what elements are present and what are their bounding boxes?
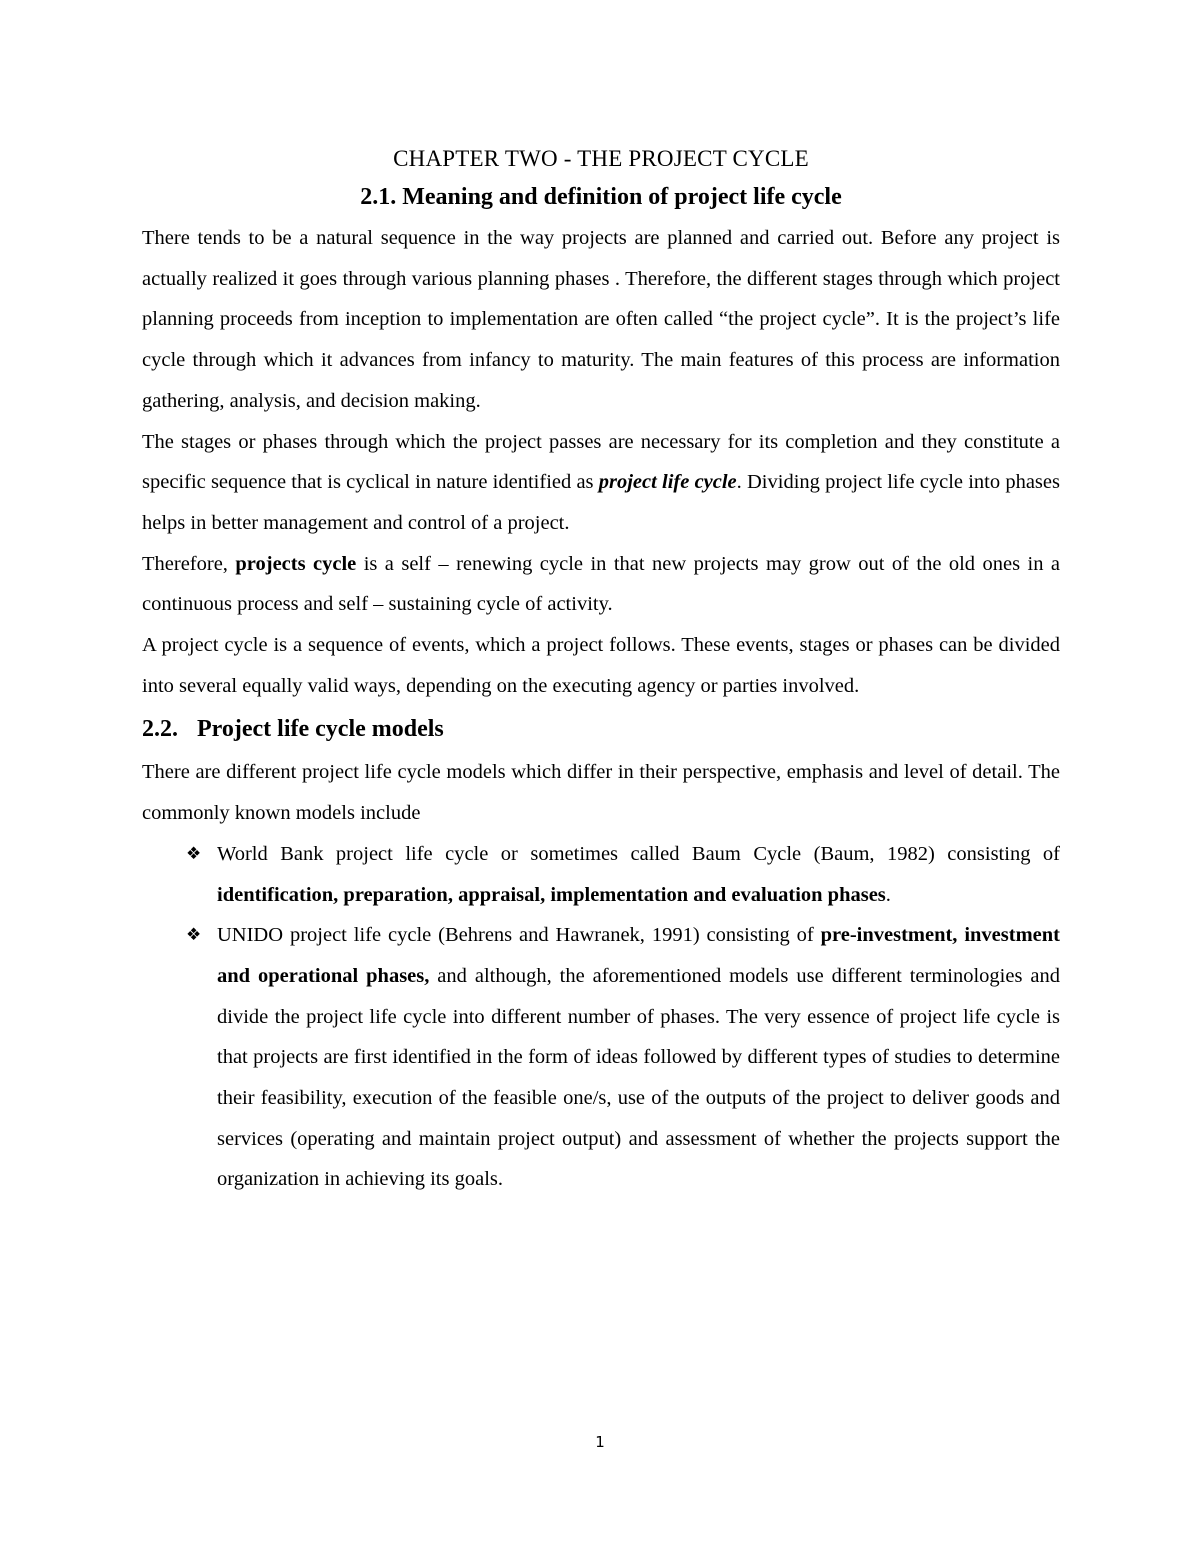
- section-2-1-paragraph-2: [142, 422, 1060, 544]
- bullet-2-text-after: and although, the aforementioned models use different terminologies and divide the project life cycle into different number of phases. The very essence of project life cycle is that projects are first identified in the form of ideas followed by different types of studies to determine their feasibility, execution of the feasible one/s, use of the outputs of the project to deliver goods and services (operating and maintain project output) and assessment of whether the projects support the organization in achieving its goals.: [217, 964, 1060, 1191]
- section-2-2-title: Project life cycle models: [197, 716, 444, 743]
- section-2-2-number: 2.2.: [142, 716, 178, 743]
- project-life-cycle-emphasis: project life cycle: [598, 471, 737, 494]
- section-2-2-intro: There are different project life cycle models which differ in their perspective, emphasis and level of detail. The commonly known models include: [142, 761, 1060, 825]
- page-number: 1: [595, 1433, 605, 1451]
- diamond-bullet-icon: ❖: [186, 843, 202, 863]
- bullet-2-text-before: UNIDO project life cycle (Behrens and Hawranek, 1991) consisting of: [217, 924, 821, 947]
- models-list: [142, 834, 1060, 1200]
- bullet-1-phases-bold: identification, preparation, appraisal, implementation and evaluation phases: [217, 883, 886, 906]
- section-2-2-heading: [142, 712, 1060, 746]
- list-item-world-bank: [142, 834, 1060, 915]
- section-2-1-paragraph-3: [142, 544, 1060, 625]
- diamond-bullet-icon: ❖: [186, 925, 202, 945]
- section-2-1-paragraph-4: A project cycle is a sequence of events, which a project follows. These events, stages or phases can be divided into several equally valid ways, depending on the executing agency or parties involved.: [142, 634, 1060, 697]
- bullet-2-phases-bold: pre-investment, investment and operational phases,: [217, 924, 1060, 987]
- section-2-1-heading: 2.1. Meaning and definition of project life cycle: [360, 184, 842, 210]
- paragraph-3-text-before: Therefore,: [142, 552, 236, 575]
- bullet-1-text-before: World Bank project life cycle or sometimes called Baum Cycle (Baum, 1982) consisting of: [217, 842, 1060, 865]
- paragraph-2-text-after: . Dividing project life cycle into phases helps in better management and control of a project.: [142, 471, 1060, 534]
- chapter-title: CHAPTER TWO - THE PROJECT CYCLE: [393, 146, 809, 171]
- paragraph-2-text-before: The stages or phases through which the project passes are necessary for its completion and they constitute a specific sequence that is cyclical in nature identified as: [142, 430, 1060, 494]
- paragraph-3-text-after: is a self – renewing cycle in that new projects may grow out of the old ones in a continuous process and self – sustaining cycle of activity.: [142, 552, 1060, 616]
- section-2-1-paragraph-1: There tends to be a natural sequence in the way projects are planned and carried out. Before any project is actually realized it goes through various planning phases . Therefore, the different stages through which project planning proceeds from inception to implementation are often called “the project cycle”. It is the project’s life cycle through which it advances from infancy to maturity. The main features of this process are information gathering, analysis, and decision making.: [142, 227, 1060, 412]
- bullet-1-text-after: .: [885, 883, 891, 906]
- page-content: [142, 142, 1060, 1200]
- projects-cycle-bold: projects cycle: [235, 552, 357, 575]
- list-item-unido: [142, 915, 1060, 1200]
